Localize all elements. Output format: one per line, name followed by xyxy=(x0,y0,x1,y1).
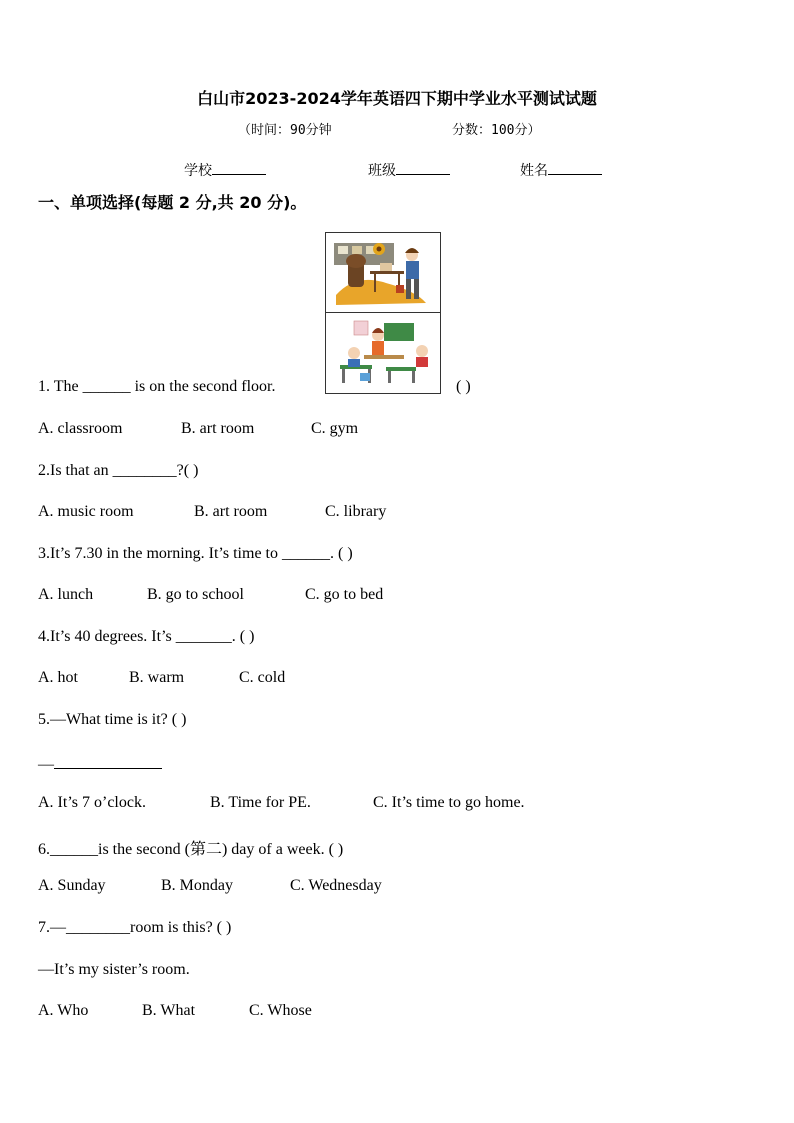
question-7-option-c: C. Whose xyxy=(249,1002,312,1019)
page-title: 白山市2023-2024学年英语四下期中学业水平测试试题 xyxy=(197,89,597,108)
question-5-option-b: B. Time for PE. xyxy=(210,794,311,811)
question-5-answer-line xyxy=(38,752,162,774)
question-1-stem: 1. The ______ is on the second floor. xyxy=(38,378,276,395)
question-7-option-b: B. What xyxy=(142,1002,196,1019)
question-7-option-a: A. Who xyxy=(38,1002,89,1019)
question-3-option-a: A. lunch xyxy=(38,586,94,603)
question-3-option-b: B. go to school xyxy=(147,586,244,603)
question-2-option-a: A. music room xyxy=(38,503,134,520)
question-6-stem: 6.______is the second (第二) day of a week. ( ) xyxy=(38,841,344,858)
art-room-illustration xyxy=(326,233,440,313)
question-4-stem: 4.It’s 40 degrees. It’s _______. ( ) xyxy=(38,628,255,645)
name-field xyxy=(520,160,602,180)
question-1-option-b: B. art room xyxy=(181,420,255,437)
classroom-illustration xyxy=(326,313,440,392)
class-field xyxy=(368,160,450,180)
question-7-stem: 7.—________room is this? ( ) xyxy=(38,919,232,936)
question-6-option-a: A. Sunday xyxy=(38,877,106,894)
question-1-option-a: A. classroom xyxy=(38,420,123,437)
school-label: 学校 xyxy=(184,163,212,179)
question-4-option-c: C. cold xyxy=(239,669,286,686)
question-5-dash: — xyxy=(38,756,54,773)
school-field xyxy=(184,160,266,180)
question-6-option-b: B. Monday xyxy=(161,877,233,894)
question-2-option-b: B. art room xyxy=(194,503,268,520)
question-5-stem: 5.—What time is it? ( ) xyxy=(38,711,187,728)
question-3-stem: 3.It’s 7.30 in the morning. It’s time to ______. ( ) xyxy=(38,545,353,562)
class-blank xyxy=(396,160,450,175)
school-blank xyxy=(212,160,266,175)
question-2-option-c: C. library xyxy=(325,503,387,520)
question-2-stem: 2.Is that an ________?( ) xyxy=(38,462,199,479)
question-5-option-c: C. It’s time to go home. xyxy=(373,794,525,811)
class-label: 班级 xyxy=(368,163,396,179)
question-5-blank xyxy=(54,752,162,769)
question-5-option-a: A. It’s 7 o’clock. xyxy=(38,794,146,811)
exam-score: 分数：100分） xyxy=(452,123,541,138)
question-4-option-a: A. hot xyxy=(38,669,78,686)
section-title: 一、单项选择(每题 2 分,共 20 分)。 xyxy=(38,193,307,212)
question-4-option-b: B. warm xyxy=(129,669,185,686)
question-1-option-c: C. gym xyxy=(311,420,359,437)
question-6-option-c: C. Wednesday xyxy=(290,877,382,894)
question-7-reply: —It’s my sister’s room. xyxy=(38,961,190,978)
question-3-option-c: C. go to bed xyxy=(305,586,384,603)
exam-time: （时间：90分钟 xyxy=(238,123,332,138)
question-illustration xyxy=(325,232,441,394)
name-blank xyxy=(548,160,602,175)
name-label: 姓名 xyxy=(520,163,548,179)
question-1-bracket: ( ) xyxy=(456,378,471,395)
